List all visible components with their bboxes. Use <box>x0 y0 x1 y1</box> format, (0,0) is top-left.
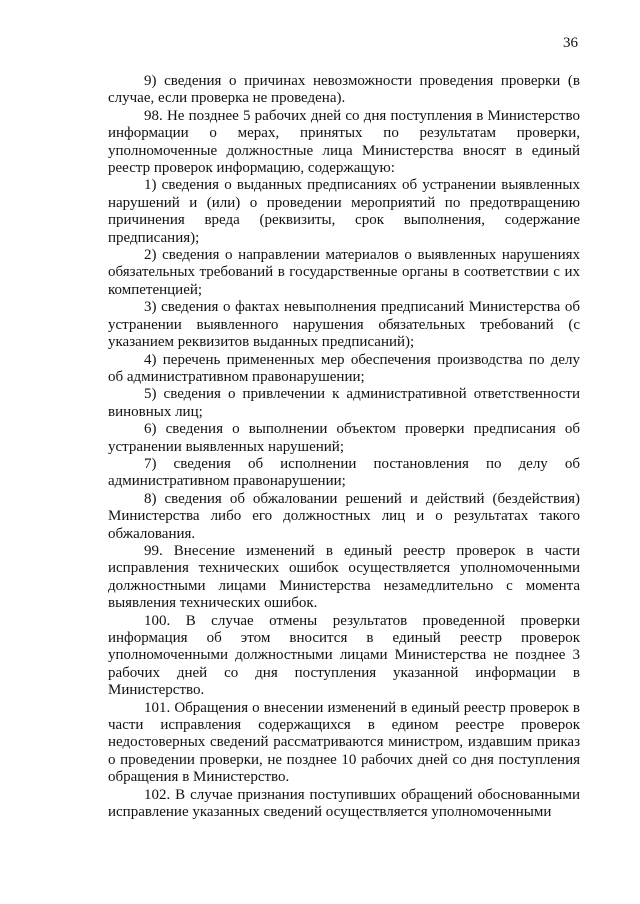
paragraph-98: 98. Не позднее 5 рабочих дней со дня поступления в Министерство информации о мерах, принятых по результатам проверки, уполномоченные должностные лица Министерства вносят в единый реестр проверок информацию, содержащую: <box>108 107 580 177</box>
paragraph-101: 101. Обращения о внесении изменений в единый реестр проверок в части исправления содержащихся в едином реестре проверок недостоверных сведений рассматриваются министром, издавшим приказ о проведении проверки, не позднее 10 рабочих дней со дня поступления обращения в Министерство. <box>108 699 580 786</box>
paragraph-item-9: 9) сведения о причинах невозможности проведения проверки (в случае, если проверка не проведена). <box>108 73 580 107</box>
list-item-3: 3) сведения о фактах невыполнения предписаний Министерства об устранении выявленного нарушения обязательных требований (с указанием реквизитов выданных предписаний); <box>108 299 580 351</box>
page-number: 36 <box>563 35 578 51</box>
list-item-5: 5) сведения о привлечении к административной ответственности виновных лиц; <box>108 386 580 420</box>
list-item-7: 7) сведения об исполнении постановления по делу об административном правонарушении; <box>108 455 580 490</box>
paragraph-102: 102. В случае признания поступивших обращений обоснованными исправление указанных сведений осуществляется уполномоченными <box>108 786 580 821</box>
document-body <box>108 73 580 821</box>
list-item-6: 6) сведения о выполнении объектом проверки предписания об устранении выявленных нарушений; <box>108 421 580 455</box>
list-item-2: 2) сведения о направлении материалов о выявленных нарушениях обязательных требований в государственные органы в соответствии с их компетенцией; <box>108 247 580 298</box>
paragraph-99: 99. Внесение изменений в единый реестр проверок в части исправления технических ошибок осуществляется уполномоченными должностными лицами Министерства незамедлительно с момента выявления технических ошибок. <box>108 542 580 612</box>
paragraph-100: 100. В случае отмены результатов проведенной проверки информация об этом вносится в единый реестр проверок уполномоченными должностными лицами Министерства не позднее 3 рабочих дней со дня поступления указанной информации в Министерство. <box>108 612 580 699</box>
list-item-4: 4) перечень примененных мер обеспечения производства по делу об административном правонарушении; <box>108 351 580 385</box>
list-item-8: 8) сведения об обжаловании решений и действий (бездействия) Министерства либо его должностных лиц и о результатах такого обжалования. <box>108 490 580 542</box>
list-item-1: 1) сведения о выданных предписаниях об устранении выявленных нарушений и (или) о проведении мероприятий по предотвращению причинения вреда (реквизиты, срок выполнения, содержание предписания); <box>108 177 580 246</box>
